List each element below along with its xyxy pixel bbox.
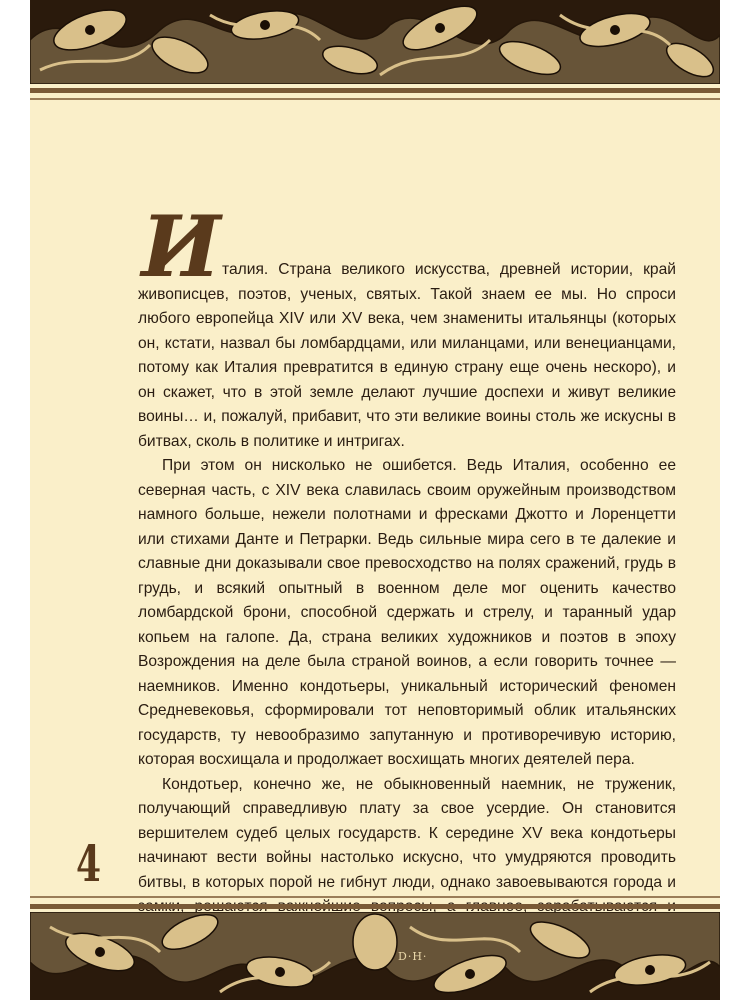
body-text <box>138 258 676 944</box>
top-ornament-pattern <box>30 0 720 84</box>
paragraph-3: Кондотьер, конечно же, не обыкновенный наемник, не труженик, получающий справедливую плату за свое усердие. Он становится вершителем судеб целых государств. К середине XV века кондотьеры начинают вести войны настолько искусно, что умудряются проводить битвы, в которых порой не гибнут люди, однако завоевываются города и <box>138 775 676 891</box>
drop-cap: И <box>141 197 219 296</box>
paragraph-1: талия. Страна великого искусства, древней истории, край живописцев, поэтов, ученых, святых. Такой знаем ее мы. Но спроси любого европейца XIV или XV века, чем знамениты итальянцы (которых он, кстати, назвал бы ломбардцами, или миланцами, или венецианцами, потому как Италия превратится в единую страну еще очень нескоро), и он скажет, что в этой земле делают лучшие доспехи и живут великие воины… и, пожалуй, прибавит, что эти великие воины столь же искусны в битвах, сколь в политике и интригах. <box>138 261 676 450</box>
top-rule <box>30 88 720 93</box>
paragraph-2: При этом он нисколько не ошибется. Ведь Италия, особенно ее северная часть, с XIV века славилась своим оружейным производством намного больше, нежели полотнами и фресками Джотто и Лоренцетти или стихами Данте и Петрарки. Ведь сильные мира сего в те далекие и славные дни доказывали свое превосходство на полях сражений, грудь в грудь, и всякий опытный в военном деле мог оценить качество ломбардской брони, способной сдержать и стрелу, и таранный удар копьем на галопе. Да, страна великих художников и поэтов в эпоху Возрождения на деле была страной воинов, а если говорить точнее — наемников. Именно кондотьеры, уникальный исторический феномен Средневековья, сформировали тот неповторимый облик итальянских государств, ту невообразимо запутанную и противоречивую историю, которая восхищала и продолжает восхищать многих деятелей пера. <box>138 457 676 768</box>
engraver-mark: D·H· <box>398 950 428 963</box>
page-number: 4 <box>76 834 102 893</box>
top-rule-thin <box>30 98 720 100</box>
bottom-ornament-pattern <box>30 912 720 1000</box>
book-page <box>30 0 720 1000</box>
bottom-ornament-band <box>30 912 720 1000</box>
bottom-rule-thin <box>30 896 720 898</box>
top-ornament-band <box>30 0 720 84</box>
bottom-rule <box>30 904 720 909</box>
